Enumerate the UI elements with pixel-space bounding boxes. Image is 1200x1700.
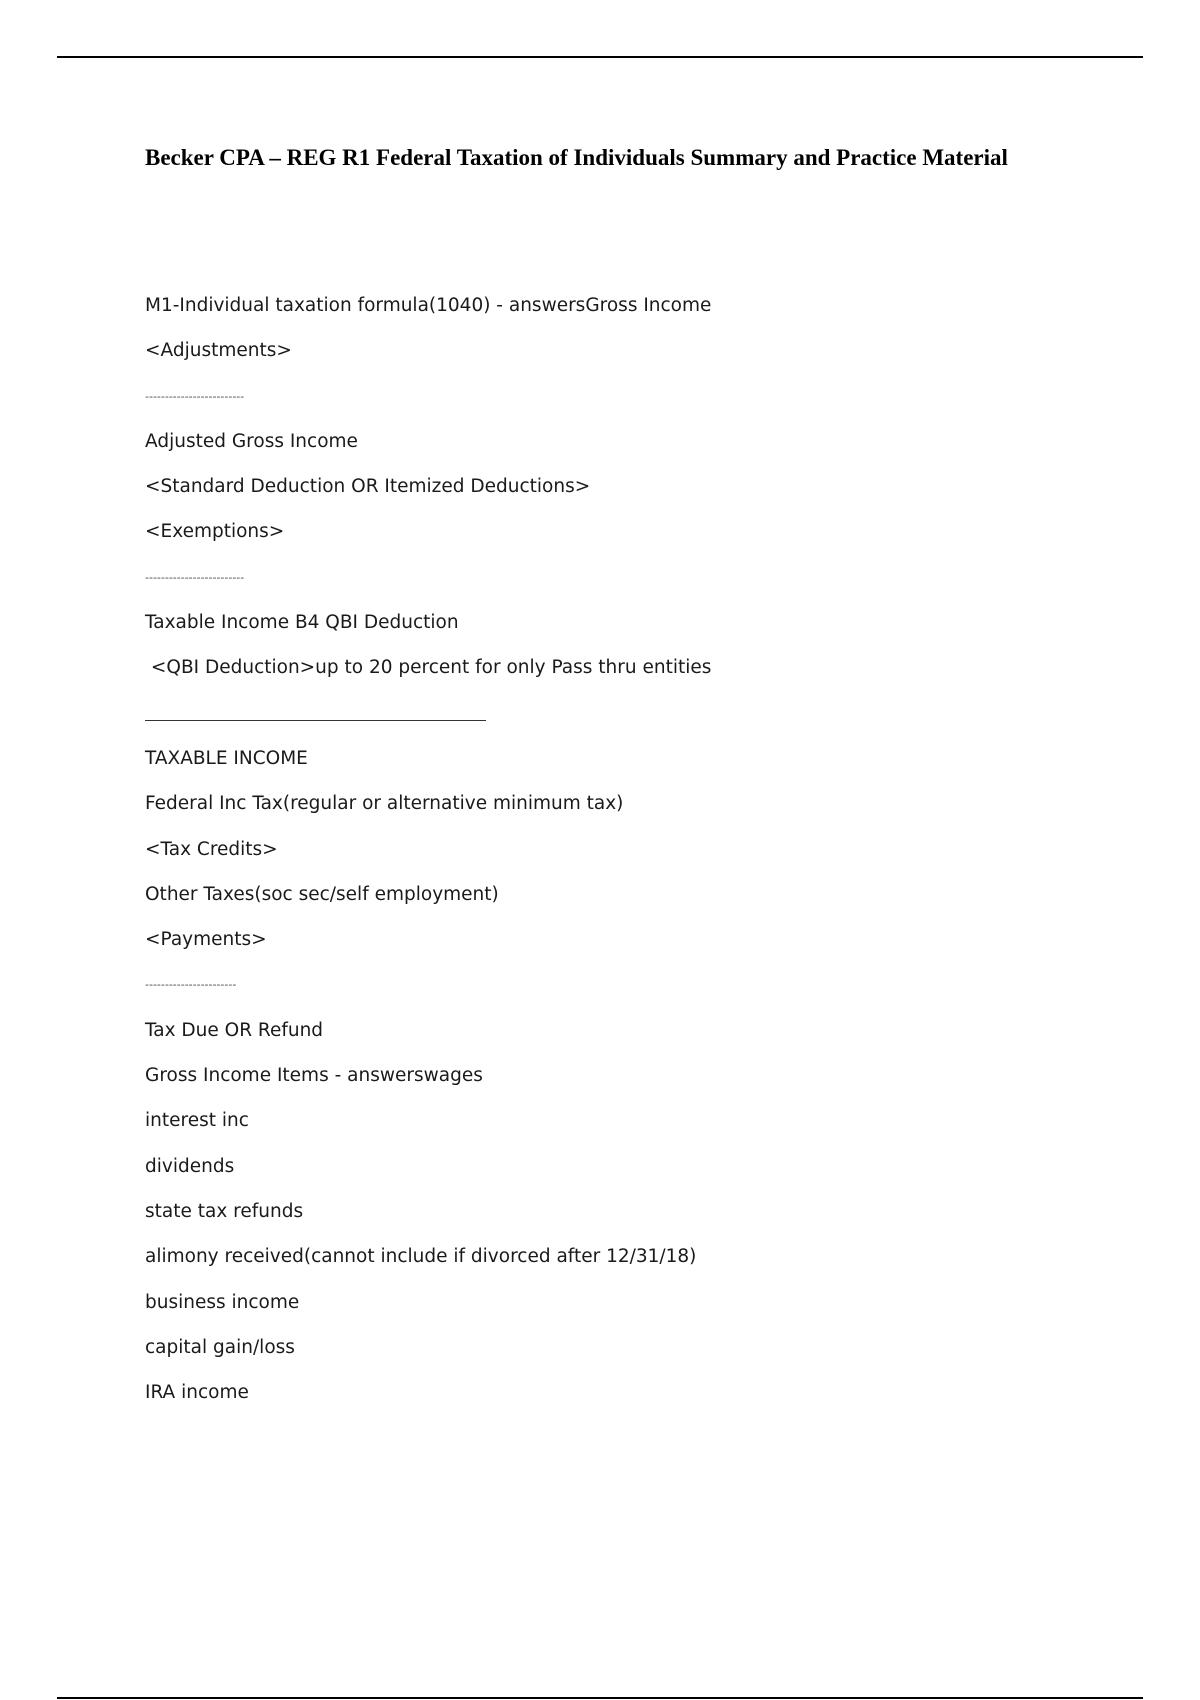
text-line-other-taxes: Other Taxes(soc sec/self employment) — [145, 883, 499, 905]
text-line-taxable-income: TAXABLE INCOME — [145, 747, 308, 769]
text-line-qbi-deduction: <QBI Deduction>up to 20 percent for only Pass thru entities — [145, 657, 712, 679]
dashed-separator: ------------------------- — [145, 389, 245, 403]
text-line-gross-income-items: Gross Income Items - answerswages — [145, 1065, 483, 1087]
dashed-separator: ------------------------- — [145, 570, 245, 584]
list-item: business income — [145, 1291, 300, 1313]
text-line-exemptions: <Exemptions> — [145, 521, 285, 543]
document-body — [145, 292, 1145, 1424]
text-line-payments: <Payments> — [145, 929, 267, 951]
top-rule — [57, 56, 1143, 58]
list-item: state tax refunds — [145, 1200, 304, 1222]
list-item: dividends — [145, 1155, 235, 1177]
text-line-taxable-income-b4-qbi: Taxable Income B4 QBI Deduction — [145, 612, 459, 634]
dashed-separator: ----------------------- — [145, 978, 237, 992]
text-line-tax-credits: <Tax Credits> — [145, 838, 278, 860]
list-item: alimony received(cannot include if divorced after 12/31/18) — [145, 1246, 697, 1268]
text-line-adjustments: <Adjustments> — [145, 340, 292, 362]
document-title: Becker CPA – REG R1 Federal Taxation of Individuals Summary and Practice Material — [145, 145, 1008, 170]
solid-separator — [145, 700, 1145, 745]
text-line-agi: Adjusted Gross Income — [145, 430, 358, 452]
text-line-tax-due-or-refund: Tax Due OR Refund — [145, 1019, 324, 1041]
list-item: IRA income — [145, 1382, 249, 1404]
list-item: capital gain/loss — [145, 1336, 295, 1358]
text-line-deductions: <Standard Deduction OR Itemized Deductions> — [145, 476, 591, 498]
separator-line — [145, 720, 486, 721]
text-line-formula-heading: M1-Individual taxation formula(1040) - answersGross Income — [145, 295, 712, 316]
bottom-rule — [57, 1697, 1143, 1699]
text-line-federal-inc-tax: Federal Inc Tax(regular or alternative minimum tax) — [145, 793, 624, 815]
list-item: interest inc — [145, 1110, 249, 1132]
